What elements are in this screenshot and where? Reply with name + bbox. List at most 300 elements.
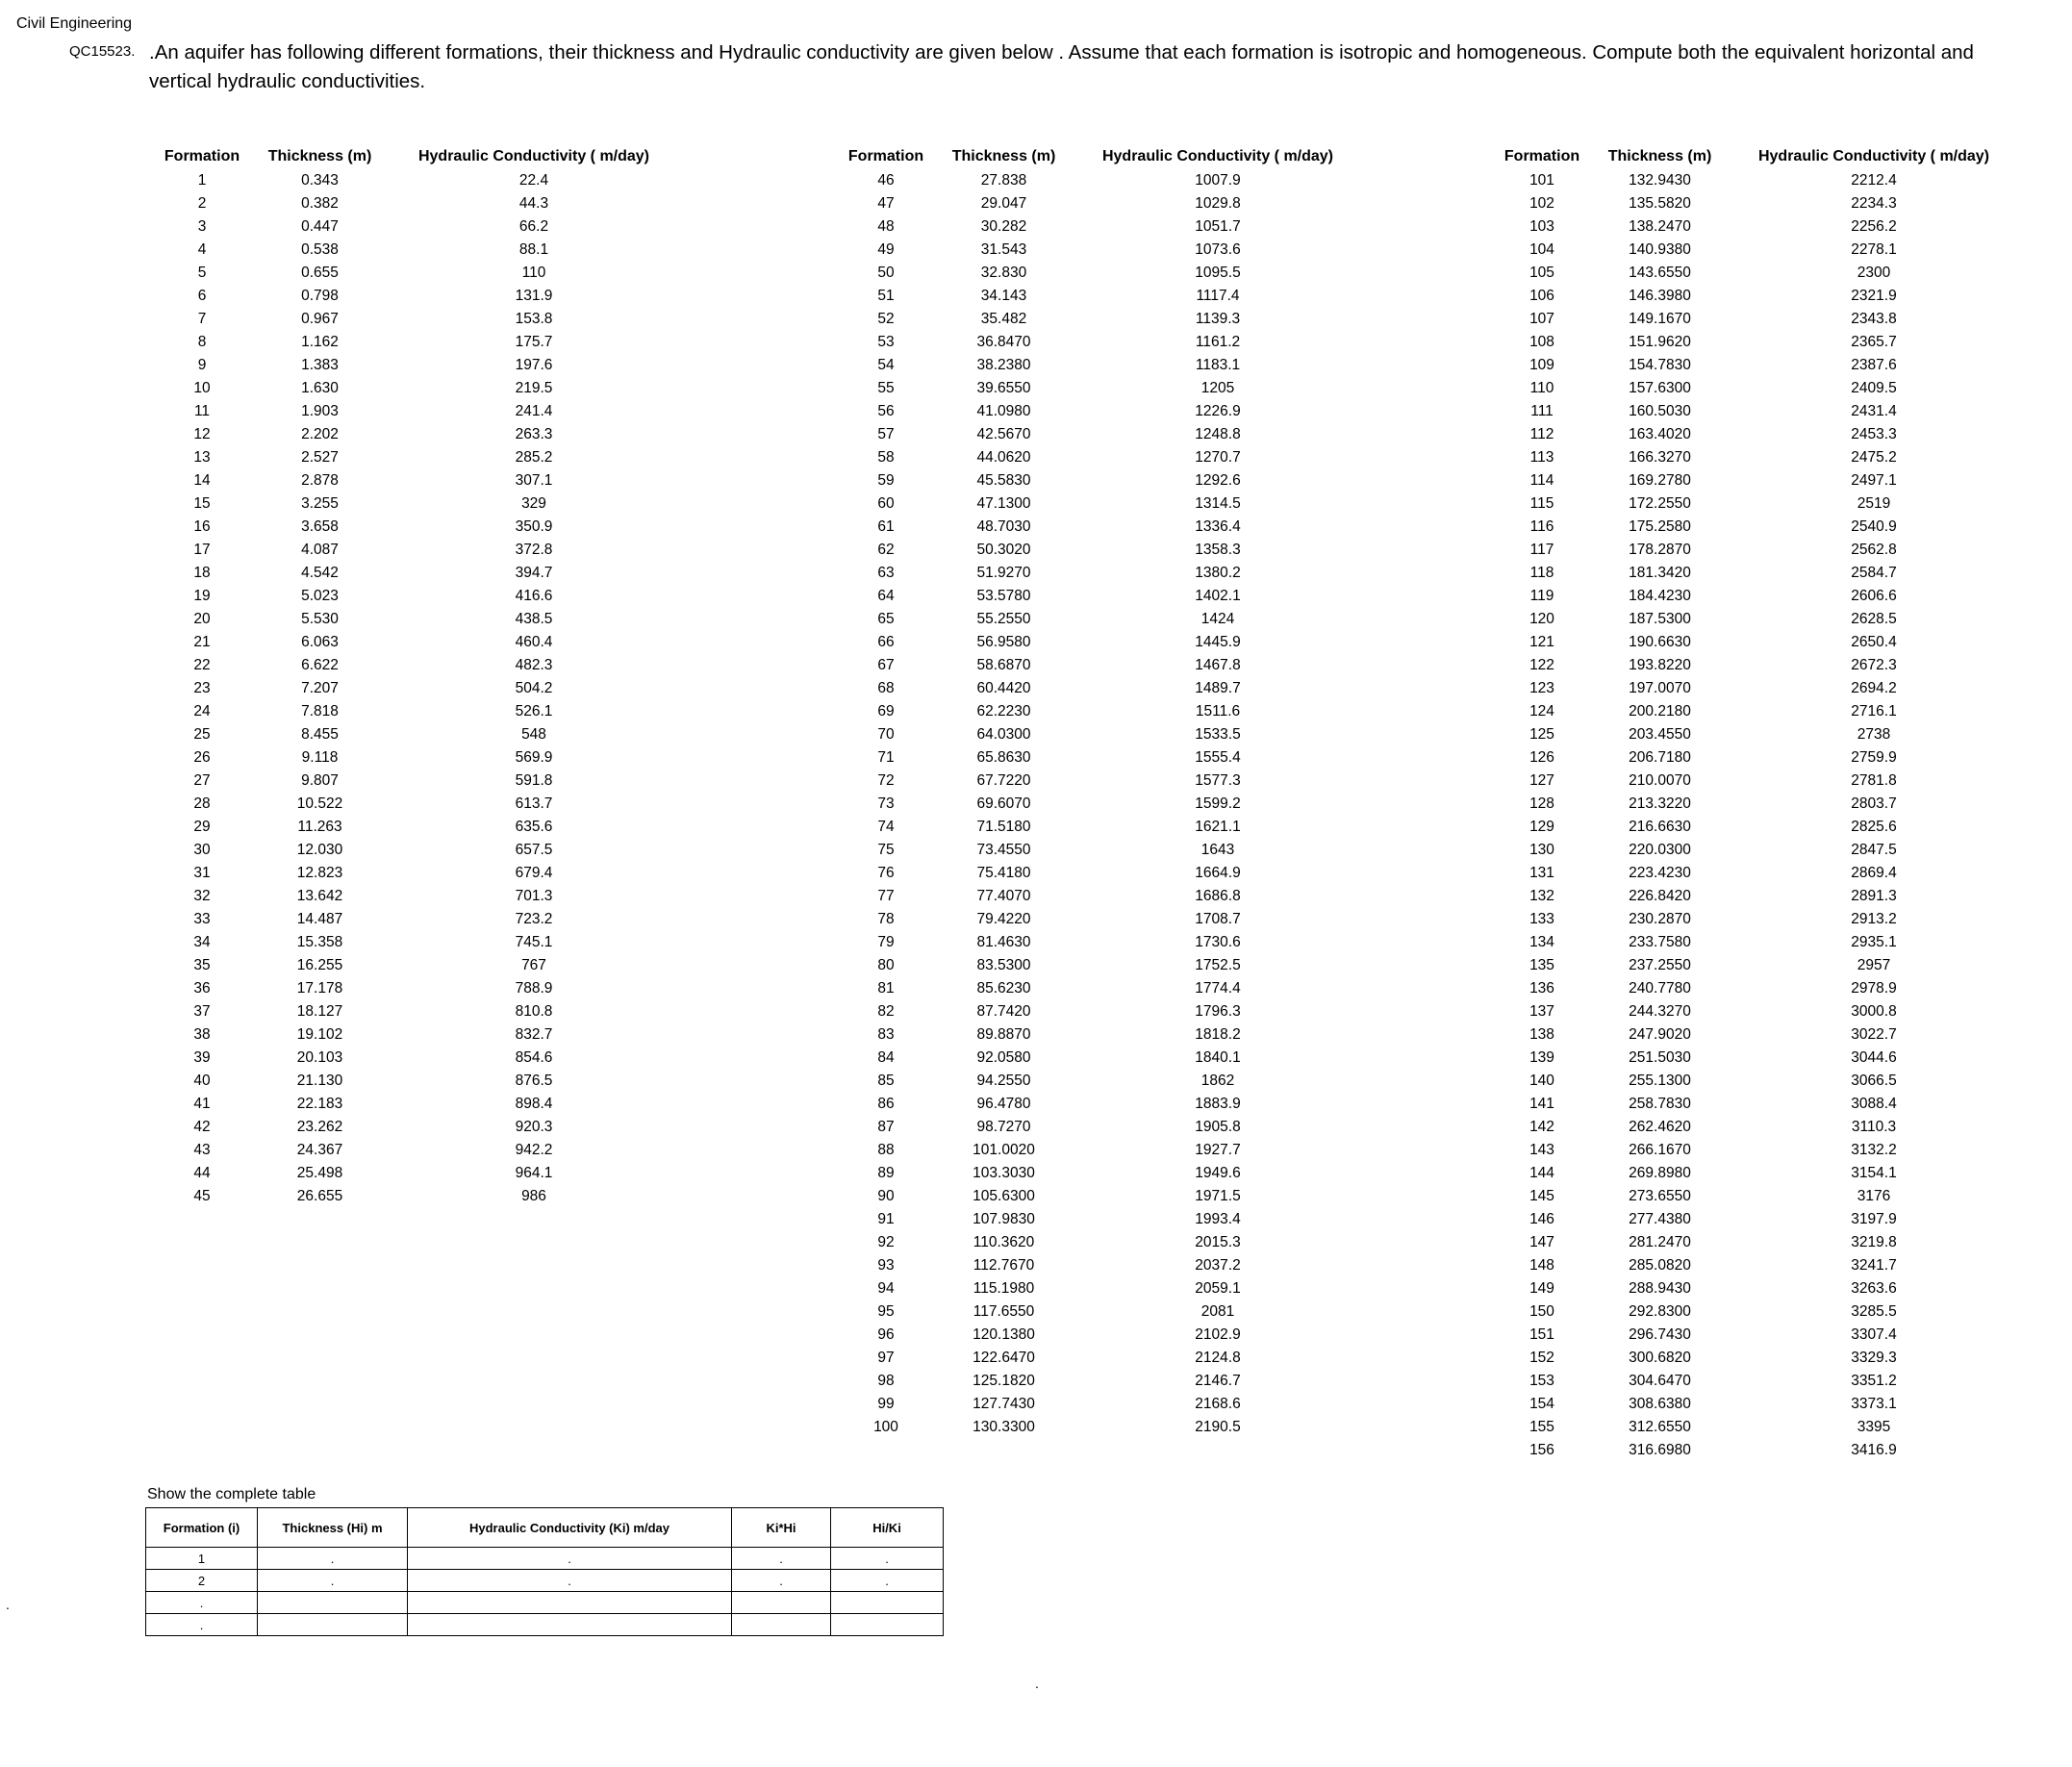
- table-cell: 17: [193, 542, 211, 558]
- table-row: [149, 192, 683, 215]
- table-row: [833, 239, 1367, 262]
- table-cell: 64.0300: [976, 726, 1031, 743]
- table-row: [149, 469, 683, 492]
- table-cell: 92: [877, 1234, 895, 1250]
- table-cell: 1599.2: [1195, 795, 1241, 812]
- table-cell: 1139.3: [1195, 311, 1241, 327]
- question-code: QC15523.: [69, 43, 136, 60]
- table-cell: 657.5: [515, 842, 553, 858]
- table-cell: 78: [877, 911, 895, 927]
- table-cell: 767: [521, 957, 546, 973]
- table-cell: 187.5300: [1629, 611, 1691, 627]
- table-cell: 0.967: [301, 311, 339, 327]
- table-cell: 81: [877, 980, 895, 997]
- formation-table-2: [833, 144, 1367, 1439]
- header-thickness: Thickness (m): [267, 148, 372, 164]
- table-row: [149, 239, 683, 262]
- table-cell: 1643: [1200, 842, 1235, 858]
- table-cell: 1467.8: [1195, 657, 1241, 673]
- table-cell: 71: [877, 749, 895, 766]
- table-cell: 25.498: [296, 1165, 343, 1181]
- table-cell: 854.6: [515, 1049, 553, 1066]
- table-row: [833, 1324, 1367, 1347]
- table-row: [149, 1047, 683, 1070]
- table-cell: 2562.8: [1851, 542, 1897, 558]
- table-row: [833, 169, 1367, 192]
- table-row: [1489, 539, 2023, 562]
- table-cell: 1402.1: [1195, 588, 1241, 604]
- table-cell: 34: [193, 934, 211, 950]
- table-cell: 1226.9: [1195, 403, 1241, 419]
- table-cell: 1774.4: [1195, 980, 1241, 997]
- table-cell: [831, 1592, 944, 1614]
- table-cell: 2190.5: [1195, 1419, 1241, 1435]
- table-cell: 5.023: [301, 588, 339, 604]
- table-cell: 1489.7: [1195, 680, 1241, 696]
- table-cell: 2300: [1857, 265, 1891, 281]
- table-row: [1489, 1347, 2023, 1370]
- table-row: [833, 908, 1367, 931]
- table-cell: 48.7030: [976, 518, 1031, 535]
- table-row: [149, 354, 683, 377]
- table-cell: 123: [1529, 680, 1554, 696]
- table-row: [1489, 446, 2023, 469]
- table-cell: 1883.9: [1195, 1096, 1241, 1112]
- table-row: [149, 400, 683, 423]
- table-row: [833, 608, 1367, 631]
- table-cell: 130.3300: [973, 1419, 1035, 1435]
- table-cell: 66.2: [518, 218, 549, 235]
- table-cell: 21.130: [296, 1073, 343, 1089]
- table-row: [833, 562, 1367, 585]
- table-cell: 2059.1: [1195, 1280, 1241, 1297]
- formation-table-3: [1489, 144, 2023, 1462]
- table-cell: 2.527: [301, 449, 339, 466]
- table-cell: 157.6300: [1629, 380, 1691, 396]
- table-row: [1489, 677, 2023, 700]
- table-row: [833, 1023, 1367, 1047]
- table-row: [833, 492, 1367, 516]
- table-cell: 89.8870: [976, 1026, 1031, 1043]
- table-row: [833, 1370, 1367, 1393]
- table-row: [1489, 793, 2023, 816]
- table-cell: 152: [1529, 1350, 1554, 1366]
- table-cell: 6: [197, 288, 207, 304]
- table-cell: [732, 1614, 831, 1636]
- table-cell: 635.6: [515, 819, 553, 835]
- table-cell: 110: [521, 265, 546, 281]
- table-cell: 81.4630: [976, 934, 1031, 950]
- table-cell: 97: [877, 1350, 895, 1366]
- table-cell: 258.7830: [1629, 1096, 1691, 1112]
- table-cell: 88: [877, 1142, 895, 1158]
- table-cell: 16.255: [296, 957, 343, 973]
- table-cell: 197.0070: [1629, 680, 1691, 696]
- table-cell: 39.6550: [976, 380, 1031, 396]
- table-cell: 169.2780: [1629, 472, 1691, 489]
- table-cell: 197.6: [515, 357, 553, 373]
- table-cell: 59: [877, 472, 895, 489]
- table-cell: .: [831, 1570, 944, 1592]
- table-cell: 1358.3: [1195, 542, 1241, 558]
- table-cell: 591.8: [515, 772, 553, 789]
- table-cell: 213.3220: [1629, 795, 1691, 812]
- table-cell: 1051.7: [1195, 218, 1241, 235]
- table-cell: 300.6820: [1629, 1350, 1691, 1366]
- table-cell: 14: [193, 472, 211, 489]
- table-cell: 1424: [1200, 611, 1235, 627]
- table-cell: 109: [1529, 357, 1554, 373]
- table-row: [149, 1070, 683, 1093]
- table-cell: 85.6230: [976, 980, 1031, 997]
- table-cell: 2: [197, 195, 207, 212]
- table-row: [833, 423, 1367, 446]
- table-row: [833, 308, 1367, 331]
- table-cell: 128: [1529, 795, 1554, 812]
- table-cell: 85: [877, 1073, 895, 1089]
- table-cell: 29.047: [980, 195, 1027, 212]
- table-cell: 1270.7: [1195, 449, 1241, 466]
- table-cell: 1: [197, 172, 207, 189]
- table-row: [149, 770, 683, 793]
- table-cell: 1: [146, 1548, 258, 1570]
- table-row: [149, 492, 683, 516]
- table-cell: 95: [877, 1303, 895, 1320]
- table-cell: 31.543: [980, 241, 1027, 258]
- table-cell: 2453.3: [1851, 426, 1897, 442]
- table-cell: 181.3420: [1629, 565, 1691, 581]
- table-cell: 244.3270: [1629, 1003, 1691, 1020]
- table-cell: 73.4550: [976, 842, 1031, 858]
- table-cell: 7.818: [301, 703, 339, 719]
- table-row: [833, 262, 1367, 285]
- table-cell: 3000.8: [1851, 1003, 1897, 1020]
- table-row: [1489, 839, 2023, 862]
- table-cell: 210.0070: [1629, 772, 1691, 789]
- table-cell: 27: [193, 772, 211, 789]
- table-cell: .: [146, 1614, 258, 1636]
- table-cell: 1029.8: [1195, 195, 1241, 212]
- table-cell: 46: [877, 172, 895, 189]
- table-row: [1489, 1070, 2023, 1093]
- table-cell: 103: [1529, 218, 1554, 235]
- table-cell: 569.9: [515, 749, 553, 766]
- table-cell: 460.4: [515, 634, 553, 650]
- table-row: [833, 1254, 1367, 1277]
- table-cell: 548: [521, 726, 546, 743]
- table-cell: 190.6630: [1629, 634, 1691, 650]
- table-row: [833, 1047, 1367, 1070]
- table-cell: 79.4220: [976, 911, 1031, 927]
- table-cell: 23.262: [296, 1119, 343, 1135]
- table-cell: 526.1: [515, 703, 553, 719]
- table-row: [833, 1277, 1367, 1300]
- table-cell: 2628.5: [1851, 611, 1897, 627]
- table-cell: 178.2870: [1629, 542, 1691, 558]
- table-row: [833, 285, 1367, 308]
- table-cell: 147: [1529, 1234, 1554, 1250]
- table-cell: 77: [877, 888, 895, 904]
- table-cell: 438.5: [515, 611, 553, 627]
- table-cell: 62: [877, 542, 895, 558]
- table-cell: 219.5: [515, 380, 553, 396]
- table-cell: 2825.6: [1851, 819, 1897, 835]
- table-cell: 3307.4: [1851, 1326, 1897, 1343]
- table-cell: 206.7180: [1629, 749, 1691, 766]
- table-cell: 2431.4: [1851, 403, 1897, 419]
- table-cell: 216.6630: [1629, 819, 1691, 835]
- table-cell: 1752.5: [1195, 957, 1241, 973]
- table-row: [149, 562, 683, 585]
- table-cell: 20.103: [296, 1049, 343, 1066]
- table-cell: 1511.6: [1195, 703, 1241, 719]
- header-formation: Formation: [847, 148, 924, 164]
- table-cell: 69: [877, 703, 895, 719]
- table-cell: 83.5300: [976, 957, 1031, 973]
- table-cell: 61: [877, 518, 895, 535]
- table-cell: 163.4020: [1629, 426, 1691, 442]
- table-cell: 226.8420: [1629, 888, 1691, 904]
- table-cell: 76: [877, 865, 895, 881]
- table-row: [1489, 516, 2023, 539]
- table-cell: 12.030: [296, 842, 343, 858]
- table-row: [1489, 262, 2023, 285]
- table-row: [833, 654, 1367, 677]
- table-row: [1489, 1023, 2023, 1047]
- table-cell: 145: [1529, 1188, 1554, 1204]
- table-cell: 19: [193, 588, 211, 604]
- table-cell: 3154.1: [1851, 1165, 1897, 1181]
- table-row: [833, 770, 1367, 793]
- table-cell: 0.655: [301, 265, 339, 281]
- table-row: [1489, 1139, 2023, 1162]
- table-cell: 142: [1529, 1119, 1554, 1135]
- table-row: [833, 1070, 1367, 1093]
- table-cell: 1205: [1200, 380, 1235, 396]
- question-text: .An aquifer has following different formations, their thickness and Hydraulic conductivity are given below . Assume that each formation is isotropic and homogeneous. Compute both the equivalent horizontal and vertical hydraulic conductivities.: [149, 41, 1974, 92]
- table-cell: 44.3: [518, 195, 549, 212]
- table-row: [833, 677, 1367, 700]
- table-cell: 3197.9: [1851, 1211, 1897, 1227]
- table-cell: 3: [197, 218, 207, 235]
- table-row: [1489, 608, 2023, 631]
- table-cell: 7.207: [301, 680, 339, 696]
- table-row: [149, 862, 683, 885]
- table-cell: 72: [877, 772, 895, 789]
- table-cell: 292.8300: [1629, 1303, 1691, 1320]
- table-cell: [408, 1614, 732, 1636]
- table-row: [833, 931, 1367, 954]
- table-cell: 132: [1529, 888, 1554, 904]
- table-cell: 45.5830: [976, 472, 1031, 489]
- table-row: [1489, 400, 2023, 423]
- table-cell: 2.878: [301, 472, 339, 489]
- table-cell: 1993.4: [1195, 1211, 1241, 1227]
- table-cell: 263.3: [515, 426, 553, 442]
- table-row: [149, 816, 683, 839]
- table-cell: 0.538: [301, 241, 339, 258]
- table-cell: 93: [877, 1257, 895, 1274]
- table-cell: 251.5030: [1629, 1049, 1691, 1066]
- table-cell: 64: [877, 588, 895, 604]
- table-cell: 307.1: [515, 472, 553, 489]
- table-row: [149, 377, 683, 400]
- table-cell: 51: [877, 288, 895, 304]
- table-cell: [258, 1614, 408, 1636]
- table-cell: 106: [1529, 288, 1554, 304]
- table-row: [833, 1000, 1367, 1023]
- table-cell: 1248.8: [1195, 426, 1241, 442]
- table-row: [833, 885, 1367, 908]
- table-cell: 2738: [1857, 726, 1891, 743]
- table-cell: 18: [193, 565, 211, 581]
- table-cell: 86: [877, 1096, 895, 1112]
- table-cell: 1.903: [301, 403, 339, 419]
- answer-header-hiki: Hi/Ki: [831, 1508, 944, 1548]
- table-cell: 1161.2: [1195, 334, 1241, 350]
- answer-table: [145, 1507, 944, 1636]
- table-cell: 2584.7: [1851, 565, 1897, 581]
- table-cell: 40: [193, 1073, 211, 1089]
- table-cell: 80: [877, 957, 895, 973]
- table-cell: 120: [1529, 611, 1554, 627]
- table-cell: 132.9430: [1629, 172, 1691, 189]
- table-cell: 22.183: [296, 1096, 343, 1112]
- table-cell: 150: [1529, 1303, 1554, 1320]
- table-cell: .: [408, 1548, 732, 1570]
- table-row: [1489, 908, 2023, 931]
- table-header-row: [149, 144, 683, 169]
- table-row: [1489, 631, 2023, 654]
- table-cell: 125: [1529, 726, 1554, 743]
- table-cell: 20: [193, 611, 211, 627]
- table-cell: 2475.2: [1851, 449, 1897, 466]
- table-row: [833, 816, 1367, 839]
- table-cell: 21: [193, 634, 211, 650]
- table-row: [149, 446, 683, 469]
- table-row: [149, 908, 683, 931]
- table-cell: 41: [193, 1096, 211, 1112]
- table-cell: 9: [197, 357, 207, 373]
- table-cell: 34.143: [980, 288, 1027, 304]
- table-row: [833, 631, 1367, 654]
- table-cell: 98.7270: [976, 1119, 1031, 1135]
- table-cell: 5: [197, 265, 207, 281]
- header-formation: Formation: [1503, 148, 1580, 164]
- table-row: [1489, 770, 2023, 793]
- table-cell: 50: [877, 265, 895, 281]
- table-row: [1489, 1231, 2023, 1254]
- table-cell: 121: [1529, 634, 1554, 650]
- table-cell: 105.6300: [973, 1188, 1035, 1204]
- table-cell: 223.4230: [1629, 865, 1691, 881]
- table-row: [149, 885, 683, 908]
- table-row: [149, 700, 683, 723]
- table-row: [1489, 1093, 2023, 1116]
- table-cell: 102: [1529, 195, 1554, 212]
- table-cell: 1007.9: [1195, 172, 1241, 189]
- table-cell: 82: [877, 1003, 895, 1020]
- table-row: [149, 285, 683, 308]
- table-row: [149, 631, 683, 654]
- table-row: [149, 262, 683, 285]
- table-cell: 84: [877, 1049, 895, 1066]
- table-row: [833, 516, 1367, 539]
- table-cell: 200.2180: [1629, 703, 1691, 719]
- table-row: [1489, 469, 2023, 492]
- table-cell: 117: [1529, 542, 1554, 558]
- answer-row: [146, 1548, 944, 1570]
- table-cell: 810.8: [515, 1003, 553, 1020]
- table-cell: 89: [877, 1165, 895, 1181]
- table-cell: 65: [877, 611, 895, 627]
- table-cell: 77.4070: [976, 888, 1031, 904]
- table-cell: 4.542: [301, 565, 339, 581]
- show-table-label: Show the complete table: [147, 1486, 316, 1502]
- table-cell: 58: [877, 449, 895, 466]
- table-cell: 38: [193, 1026, 211, 1043]
- table-cell: 54: [877, 357, 895, 373]
- table-cell: 394.7: [515, 565, 553, 581]
- table-cell: 986: [521, 1188, 546, 1204]
- table-cell: 2015.3: [1195, 1234, 1241, 1250]
- table-cell: 482.3: [515, 657, 553, 673]
- table-cell: 125.1820: [973, 1373, 1035, 1389]
- table-cell: 62.2230: [976, 703, 1031, 719]
- table-row: [149, 516, 683, 539]
- table-cell: 1664.9: [1195, 865, 1241, 881]
- table-row: [149, 608, 683, 631]
- table-cell: 241.4: [515, 403, 553, 419]
- table-cell: 101: [1529, 172, 1554, 189]
- table-cell: 0.447: [301, 218, 339, 235]
- table-cell: 100: [873, 1419, 898, 1435]
- table-row: [149, 839, 683, 862]
- table-cell: 17.178: [296, 980, 343, 997]
- table-cell: 1577.3: [1195, 772, 1241, 789]
- table-cell: 2256.2: [1851, 218, 1897, 235]
- table-cell: 134: [1529, 934, 1554, 950]
- table-cell: 105: [1529, 265, 1554, 281]
- table-cell: 2716.1: [1851, 703, 1897, 719]
- table-cell: 107.9830: [973, 1211, 1035, 1227]
- table-cell: 19.102: [296, 1026, 343, 1043]
- table-cell: 266.1670: [1629, 1142, 1691, 1158]
- table-cell: 75: [877, 842, 895, 858]
- table-cell: 149: [1529, 1280, 1554, 1297]
- table-row: [833, 1162, 1367, 1185]
- table-cell: 203.4550: [1629, 726, 1691, 743]
- table-row: [1489, 1324, 2023, 1347]
- table-cell: 24.367: [296, 1142, 343, 1158]
- table-cell: 745.1: [515, 934, 553, 950]
- table-cell: 1073.6: [1195, 241, 1241, 258]
- table-cell: 119: [1529, 588, 1554, 604]
- table-cell: 15: [193, 495, 211, 512]
- table-cell: 6.063: [301, 634, 339, 650]
- table-cell: 2759.9: [1851, 749, 1897, 766]
- table-cell: 240.7780: [1629, 980, 1691, 997]
- table-cell: 1971.5: [1195, 1188, 1241, 1204]
- table-cell: 1708.7: [1195, 911, 1241, 927]
- table-row: [149, 1162, 683, 1185]
- table-cell: 131.9: [515, 288, 553, 304]
- table-cell: 47: [877, 195, 895, 212]
- table-cell: 36: [193, 980, 211, 997]
- table-cell: 679.4: [515, 865, 553, 881]
- table-cell: 1686.8: [1195, 888, 1241, 904]
- table-cell: 10: [193, 380, 211, 396]
